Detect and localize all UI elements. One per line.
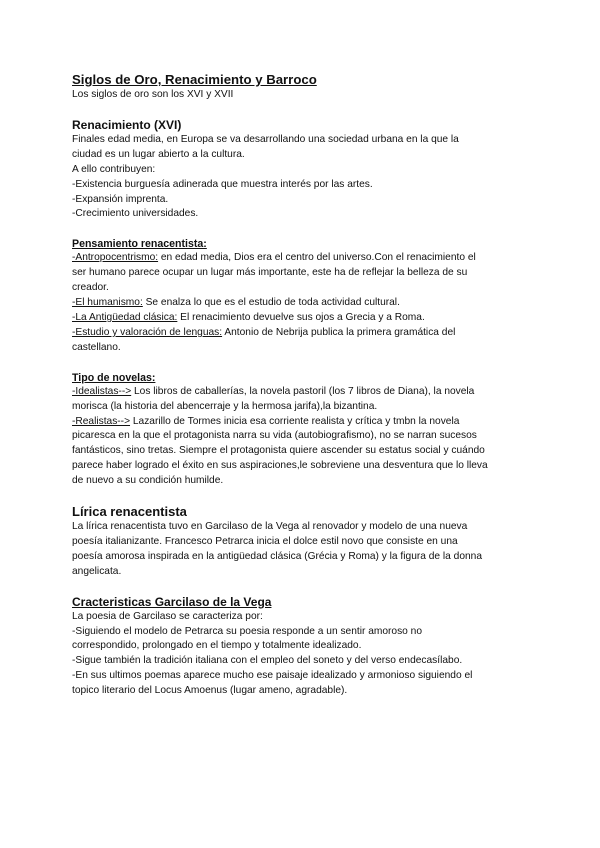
document-title: Siglos de Oro, Renacimiento y Barroco: [72, 72, 317, 87]
list-item: -Crecimiento universidades.: [72, 208, 199, 220]
antropocentrismo-label: -Antropocentrismo:: [72, 252, 159, 264]
estudio-text: Antonio de Nebrija publica la primera gramática del: [222, 326, 456, 338]
novelas-line: [72, 385, 532, 400]
novelas-line: picaresca en la que el protagonista narra su vida (autobiografismo), no se narran sucesos: [72, 430, 477, 442]
novelas-line: de nuevo a su condición humilde.: [72, 475, 224, 487]
lirica-line: poesía amorosa inspirada en la antigüedad clásica (Grécia y Roma) y la figura de la donna: [72, 550, 482, 562]
lirica-heading: Lírica renacentista: [72, 504, 187, 520]
antropocentrismo-text: en edad media, Dios era el centro del universo.Con el renacimiento el: [158, 252, 476, 264]
garcilaso-heading: Cracteristicas Garcilaso de la Vega: [72, 594, 272, 609]
pensamiento-line: ser humano parece ocupar un lugar más importante, este ha de reflejar la belleza de su: [72, 267, 468, 279]
novelas-line: parece haber logrado el éxito en sus aspiraciones,le sobreviene una desventura que lo lleva: [72, 460, 488, 472]
realistas-text: Lazarillo de Tormes inicia esa corriente realista y crítica y tmbn la novela: [130, 415, 460, 427]
humanismo-text: Se enalza lo que es el estudio de toda actividad cultural.: [142, 297, 400, 309]
idealistas-label: -Idealistas-->: [72, 385, 132, 397]
garcilaso-line: -Sigue también la tradición italiana con el empleo del soneto y del verso endecasílabo.: [72, 655, 463, 667]
pensamiento-line: [72, 251, 532, 266]
document-body: [72, 72, 532, 699]
pensamiento-line: castellano.: [72, 341, 121, 353]
garcilaso-line: topico literario del Locus Amoenus (lugar ameno, agradable).: [72, 685, 348, 697]
renacimiento-line: A ello contribuyen:: [72, 163, 156, 175]
pensamiento-heading: Pensamiento renacentista:: [72, 238, 207, 251]
pensamiento-line: creador.: [72, 282, 109, 294]
estudio-label: -Estudio y valoración de lenguas:: [72, 326, 223, 338]
garcilaso-line: La poesia de Garcilaso se caracteriza por:: [72, 610, 263, 622]
antiguedad-label: -La Antigüedad clásica:: [72, 311, 178, 323]
lirica-line: La lírica renacentista tuvo en Garcilaso de la Vega al renovador y modelo de una nueva: [72, 521, 468, 533]
pensamiento-line: [72, 296, 532, 311]
lirica-line: angelicata.: [72, 565, 122, 577]
realistas-label: -Realistas-->: [72, 415, 131, 427]
list-item: -Expansión imprenta.: [72, 193, 169, 205]
lirica-line: poesía italianizante. Francesco Petrarca inicia el dolce estil novo que consiste en una: [72, 535, 458, 547]
pensamiento-line: [72, 326, 532, 341]
novelas-heading: Tipo de novelas:: [72, 371, 156, 384]
novelas-line: fantásticos, sino tretas. Siempre el protagonista quiere ascender su estatus social y cuándo: [72, 445, 485, 457]
novelas-line: morisca (la historia del abencerraje y la hermosa jarifa),la bizantina.: [72, 400, 378, 412]
list-item: -Existencia burguesía adinerada que muestra interés por las artes.: [72, 178, 373, 190]
intro-text: Los siglos de oro son los XVI y XVII: [72, 89, 234, 100]
renacimiento-line: Finales edad media, en Europa se va desarrollando una sociedad urbana en la que la: [72, 133, 459, 145]
idealistas-text: Los libros de caballerías, la novela pastoril (los 7 libros de Diana), la novela: [131, 385, 475, 397]
renacimiento-line: ciudad es un lugar abierto a la cultura.: [72, 148, 245, 160]
garcilaso-line: -En sus ultimos poemas aparece mucho ese paisaje idealizado y armonioso siguiendo el: [72, 670, 473, 682]
pensamiento-line: [72, 311, 532, 326]
antiguedad-text: El renacimiento devuelve sus ojos a Grecia y a Roma.: [177, 311, 425, 323]
renacimiento-heading: Renacimiento (XVI): [72, 117, 182, 132]
garcilaso-line: -Siguiendo el modelo de Petrarca su poesia responde a un sentir amoroso no: [72, 625, 422, 637]
garcilaso-line: correspondido, prolongado en el tiempo y totalmente idealizado.: [72, 640, 362, 652]
novelas-line: [72, 415, 532, 430]
humanismo-label: -El humanismo:: [72, 297, 143, 309]
